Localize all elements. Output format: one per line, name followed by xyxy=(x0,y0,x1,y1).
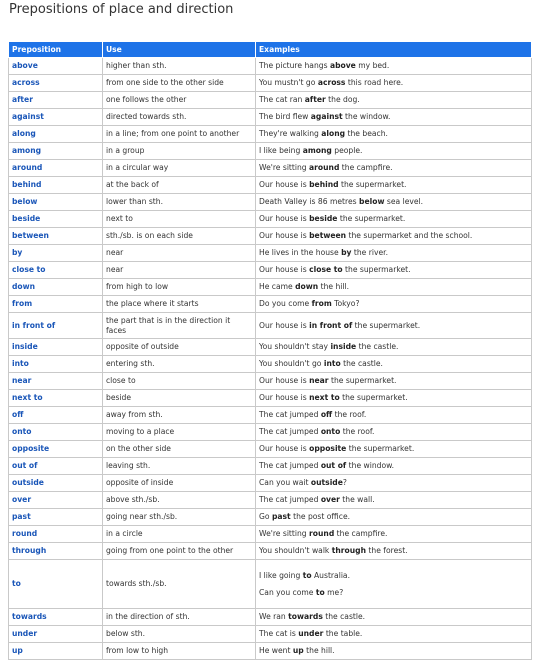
preposition-cell: close to xyxy=(9,262,103,279)
column-header-preposition: Preposition xyxy=(9,42,103,58)
preposition-cell: in front of xyxy=(9,313,103,339)
example-preposition: by xyxy=(341,248,352,258)
example-cell xyxy=(256,373,532,390)
table-row xyxy=(9,245,532,262)
example-preposition: over xyxy=(320,495,340,505)
example-preposition: from xyxy=(311,299,332,309)
example-text: Our house is xyxy=(259,444,310,454)
example-cell xyxy=(256,458,532,475)
example-preposition: against xyxy=(310,112,343,122)
example-text: Go xyxy=(259,512,272,522)
example-text: the supermarket. xyxy=(352,320,421,330)
use-cell: in a circular way xyxy=(103,160,256,177)
example-text: the beach. xyxy=(345,129,388,139)
example-text: Our house is xyxy=(259,376,310,386)
table-row xyxy=(9,126,532,143)
example-line xyxy=(259,299,528,308)
example-preposition: up xyxy=(292,646,304,656)
use-cell: lower than sth. xyxy=(103,194,256,211)
example-text: the campfire. xyxy=(334,529,388,539)
example-line xyxy=(259,495,528,504)
preposition-cell: opposite xyxy=(9,441,103,458)
example-line xyxy=(259,180,528,189)
example-text: the castle. xyxy=(322,612,366,622)
table-row xyxy=(9,609,532,626)
example-text: the supermarket. xyxy=(328,376,397,386)
example-text: the wall. xyxy=(339,495,375,505)
table-row xyxy=(9,373,532,390)
example-cell xyxy=(256,228,532,245)
example-text: Can you wait xyxy=(259,478,311,488)
example-preposition: down xyxy=(295,282,319,292)
table-row xyxy=(9,58,532,75)
preposition-cell: next to xyxy=(9,390,103,407)
use-cell: higher than sth. xyxy=(103,58,256,75)
preposition-cell: inside xyxy=(9,339,103,356)
example-line xyxy=(259,321,528,330)
use-cell: opposite of outside xyxy=(103,339,256,356)
table-row xyxy=(9,407,532,424)
example-text: the supermarket. xyxy=(346,444,415,454)
table-row xyxy=(9,492,532,509)
example-line xyxy=(259,444,528,453)
example-text: the roof. xyxy=(332,410,367,420)
table-row xyxy=(9,279,532,296)
use-cell: in a group xyxy=(103,143,256,160)
example-text: You shouldn't walk xyxy=(259,546,332,556)
preposition-cell: through xyxy=(9,543,103,560)
preposition-cell: round xyxy=(9,526,103,543)
use-cell: near xyxy=(103,262,256,279)
example-text: the river. xyxy=(351,248,388,258)
example-text: the roof. xyxy=(340,427,375,437)
example-text: Our house is xyxy=(259,265,310,275)
example-preposition: in front of xyxy=(309,320,353,330)
example-line xyxy=(259,478,528,487)
example-cell xyxy=(256,109,532,126)
example-text: the hill. xyxy=(303,646,335,656)
example-line xyxy=(259,393,528,402)
use-cell: next to xyxy=(103,211,256,228)
example-cell xyxy=(256,390,532,407)
preposition-cell: over xyxy=(9,492,103,509)
example-line xyxy=(259,612,528,621)
table-row xyxy=(9,339,532,356)
table-row xyxy=(9,441,532,458)
table-header-row xyxy=(9,42,532,58)
example-line xyxy=(259,214,528,223)
example-preposition: outside xyxy=(310,478,343,488)
example-preposition: past xyxy=(271,512,291,522)
example-preposition: along xyxy=(321,129,346,139)
example-line xyxy=(259,376,528,385)
preposition-cell: up xyxy=(9,643,103,660)
example-line xyxy=(259,342,528,351)
preposition-cell: under xyxy=(9,626,103,643)
example-text: the supermarket. xyxy=(338,180,407,190)
example-line xyxy=(259,427,528,436)
example-cell xyxy=(256,58,532,75)
example-line xyxy=(259,248,528,257)
example-cell xyxy=(256,245,532,262)
table-row xyxy=(9,177,532,194)
example-preposition: out of xyxy=(320,461,347,471)
use-cell: from low to high xyxy=(103,643,256,660)
table-row xyxy=(9,75,532,92)
preposition-cell: behind xyxy=(9,177,103,194)
use-cell: going from one point to the other xyxy=(103,543,256,560)
example-text: Our house is xyxy=(259,231,310,241)
table-row xyxy=(9,356,532,373)
preposition-cell: down xyxy=(9,279,103,296)
table-row xyxy=(9,526,532,543)
table-row xyxy=(9,475,532,492)
use-cell: the place where it starts xyxy=(103,296,256,313)
example-text: the supermarket. xyxy=(339,393,408,403)
example-text: The cat jumped xyxy=(259,427,321,437)
column-header-examples: Examples xyxy=(256,42,532,58)
example-text: the hill. xyxy=(318,282,350,292)
example-cell xyxy=(256,92,532,109)
preposition-cell: by xyxy=(9,245,103,262)
example-cell xyxy=(256,160,532,177)
preposition-cell: onto xyxy=(9,424,103,441)
table-row xyxy=(9,458,532,475)
preposition-cell: out of xyxy=(9,458,103,475)
example-text: the castle. xyxy=(356,342,399,352)
example-text: They're walking xyxy=(259,129,322,139)
example-text: people. xyxy=(331,146,363,156)
example-text: the post office. xyxy=(290,512,351,522)
example-text: the window. xyxy=(342,112,391,122)
preposition-cell: towards xyxy=(9,609,103,626)
example-line xyxy=(259,265,528,274)
example-preposition: inside xyxy=(330,342,357,352)
table-row xyxy=(9,194,532,211)
example-cell xyxy=(256,356,532,373)
example-text: the dog. xyxy=(325,95,360,105)
example-text: Our house is xyxy=(259,320,310,330)
example-line xyxy=(259,588,528,597)
preposition-cell: after xyxy=(9,92,103,109)
example-line xyxy=(259,163,528,172)
use-cell: sth./sb. is on each side xyxy=(103,228,256,245)
preposition-cell: from xyxy=(9,296,103,313)
table-row xyxy=(9,228,532,245)
example-preposition: among xyxy=(302,146,332,156)
example-line xyxy=(259,546,528,555)
example-preposition: to xyxy=(315,588,325,597)
example-text: ? xyxy=(342,478,347,488)
table-row xyxy=(9,109,532,126)
example-line xyxy=(259,646,528,655)
table-row xyxy=(9,160,532,177)
table-row xyxy=(9,143,532,160)
example-text: the castle. xyxy=(340,359,383,369)
preposition-cell: below xyxy=(9,194,103,211)
example-text: The cat ran xyxy=(259,95,305,105)
example-text: the supermarket. xyxy=(342,265,411,275)
use-cell: near xyxy=(103,245,256,262)
example-preposition: between xyxy=(309,231,347,241)
example-text: I like going xyxy=(259,570,303,580)
table-row xyxy=(9,390,532,407)
example-preposition: next to xyxy=(309,393,340,403)
table-row xyxy=(9,424,532,441)
use-cell: the part that is in the direction it faces xyxy=(103,313,256,339)
example-text: Our house is xyxy=(259,214,310,224)
example-line xyxy=(259,78,528,87)
example-text: The cat jumped xyxy=(259,410,321,420)
example-preposition: across xyxy=(317,78,346,88)
use-cell: below sth. xyxy=(103,626,256,643)
example-text: You shouldn't stay xyxy=(259,342,331,352)
preposition-cell: near xyxy=(9,373,103,390)
table-row xyxy=(9,560,532,609)
use-cell: leaving sth. xyxy=(103,458,256,475)
preposition-cell: around xyxy=(9,160,103,177)
example-text: the campfire. xyxy=(339,163,393,173)
example-line xyxy=(259,146,528,155)
use-cell: in a circle xyxy=(103,526,256,543)
example-text: the window. xyxy=(346,461,395,471)
example-text: this road here. xyxy=(345,78,404,88)
example-text: The cat jumped xyxy=(259,495,321,505)
example-line xyxy=(259,571,528,580)
example-preposition: close to xyxy=(309,265,343,275)
example-line xyxy=(259,410,528,419)
example-line xyxy=(259,529,528,538)
example-preposition: beside xyxy=(309,214,338,224)
example-cell xyxy=(256,492,532,509)
example-text: He went xyxy=(259,646,293,656)
example-text: The cat jumped xyxy=(259,461,321,471)
example-cell xyxy=(256,424,532,441)
example-cell xyxy=(256,475,532,492)
preposition-cell: above xyxy=(9,58,103,75)
example-cell xyxy=(256,313,532,339)
use-cell: at the back of xyxy=(103,177,256,194)
use-cell: in a line; from one point to another xyxy=(103,126,256,143)
use-cell: one follows the other xyxy=(103,92,256,109)
use-cell: from one side to the other side xyxy=(103,75,256,92)
example-text: Our house is xyxy=(259,180,310,190)
use-cell: beside xyxy=(103,390,256,407)
preposition-cell: to xyxy=(9,560,103,609)
use-cell: in the direction of sth. xyxy=(103,609,256,626)
example-line xyxy=(259,197,528,206)
example-text: Our house is xyxy=(259,393,310,403)
example-preposition: onto xyxy=(320,427,341,437)
preposition-cell: against xyxy=(9,109,103,126)
example-preposition: off xyxy=(320,410,333,420)
example-text: The bird flew xyxy=(259,112,311,122)
example-text: He lives in the house xyxy=(259,248,342,258)
example-text: the table. xyxy=(323,629,363,639)
use-cell: opposite of inside xyxy=(103,475,256,492)
example-line xyxy=(259,61,528,70)
example-cell xyxy=(256,75,532,92)
preposition-cell: between xyxy=(9,228,103,245)
example-text: the supermarket and the school. xyxy=(346,231,473,241)
example-preposition: behind xyxy=(309,180,339,190)
example-preposition: near xyxy=(309,376,329,386)
column-header-use: Use xyxy=(103,42,256,58)
example-text: my bed. xyxy=(355,61,390,71)
example-cell xyxy=(256,609,532,626)
use-cell: directed towards sth. xyxy=(103,109,256,126)
example-text: He came xyxy=(259,282,296,292)
preposition-cell: into xyxy=(9,356,103,373)
example-text: Tokyo? xyxy=(331,299,360,309)
example-text: We're sitting xyxy=(259,529,310,539)
example-preposition: under xyxy=(298,629,324,639)
example-text: Australia. xyxy=(311,570,350,580)
preposition-cell: along xyxy=(9,126,103,143)
example-cell xyxy=(256,543,532,560)
use-cell: from high to low xyxy=(103,279,256,296)
example-cell xyxy=(256,643,532,660)
use-cell: on the other side xyxy=(103,441,256,458)
example-line xyxy=(259,629,528,638)
example-line xyxy=(259,359,528,368)
table-row xyxy=(9,313,532,339)
page-title: Prepositions of place and direction xyxy=(9,2,234,17)
example-text: You shouldn't go xyxy=(259,359,324,369)
example-text: the forest. xyxy=(366,546,408,556)
example-cell xyxy=(256,296,532,313)
table-row xyxy=(9,92,532,109)
example-text: the supermarket. xyxy=(337,214,406,224)
table-row xyxy=(9,643,532,660)
example-text: me? xyxy=(324,588,344,597)
example-preposition: round xyxy=(309,529,335,539)
use-cell: towards sth./sb. xyxy=(103,560,256,609)
use-cell: moving to a place xyxy=(103,424,256,441)
preposition-cell: outside xyxy=(9,475,103,492)
preposition-cell: beside xyxy=(9,211,103,228)
example-line xyxy=(259,231,528,240)
table-row xyxy=(9,211,532,228)
example-text: Death Valley is 86 metres xyxy=(259,197,360,207)
example-cell xyxy=(256,143,532,160)
table-row xyxy=(9,296,532,313)
example-line xyxy=(259,95,528,104)
example-cell xyxy=(256,339,532,356)
use-cell: entering sth. xyxy=(103,356,256,373)
table-body xyxy=(9,58,532,660)
example-text: You mustn't go xyxy=(259,78,318,88)
example-line xyxy=(259,129,528,138)
example-preposition: to xyxy=(302,570,312,580)
example-cell xyxy=(256,407,532,424)
example-cell xyxy=(256,177,532,194)
example-text: The picture hangs xyxy=(259,61,330,71)
example-cell xyxy=(256,526,532,543)
example-line xyxy=(259,112,528,121)
example-cell xyxy=(256,441,532,458)
example-cell xyxy=(256,509,532,526)
preposition-cell: past xyxy=(9,509,103,526)
preposition-cell: off xyxy=(9,407,103,424)
example-text: Do you come xyxy=(259,299,312,309)
example-line xyxy=(259,282,528,291)
use-cell: away from sth. xyxy=(103,407,256,424)
example-text: We're sitting xyxy=(259,163,310,173)
example-text: The cat is xyxy=(259,629,299,639)
example-text: I like being xyxy=(259,146,303,156)
example-cell xyxy=(256,560,532,609)
example-line xyxy=(259,461,528,470)
example-cell xyxy=(256,211,532,228)
example-preposition: through xyxy=(331,546,366,556)
table-row xyxy=(9,262,532,279)
example-cell xyxy=(256,194,532,211)
example-preposition: opposite xyxy=(309,444,347,454)
example-text: Can you come xyxy=(259,588,316,597)
example-preposition: into xyxy=(323,359,341,369)
use-cell: going near sth./sb. xyxy=(103,509,256,526)
example-preposition: around xyxy=(309,163,340,173)
preposition-cell: among xyxy=(9,143,103,160)
example-line xyxy=(259,512,528,521)
example-cell xyxy=(256,262,532,279)
use-cell: close to xyxy=(103,373,256,390)
example-preposition: below xyxy=(359,197,385,207)
example-preposition: above xyxy=(329,61,356,71)
example-cell xyxy=(256,279,532,296)
prepositions-table xyxy=(8,41,532,660)
example-text: sea level. xyxy=(384,197,424,207)
preposition-cell: across xyxy=(9,75,103,92)
example-cell xyxy=(256,126,532,143)
table-row xyxy=(9,543,532,560)
example-preposition: after xyxy=(304,95,326,105)
example-text: We ran xyxy=(259,612,289,622)
example-preposition: towards xyxy=(288,612,323,622)
table-row xyxy=(9,509,532,526)
use-cell: above sth./sb. xyxy=(103,492,256,509)
